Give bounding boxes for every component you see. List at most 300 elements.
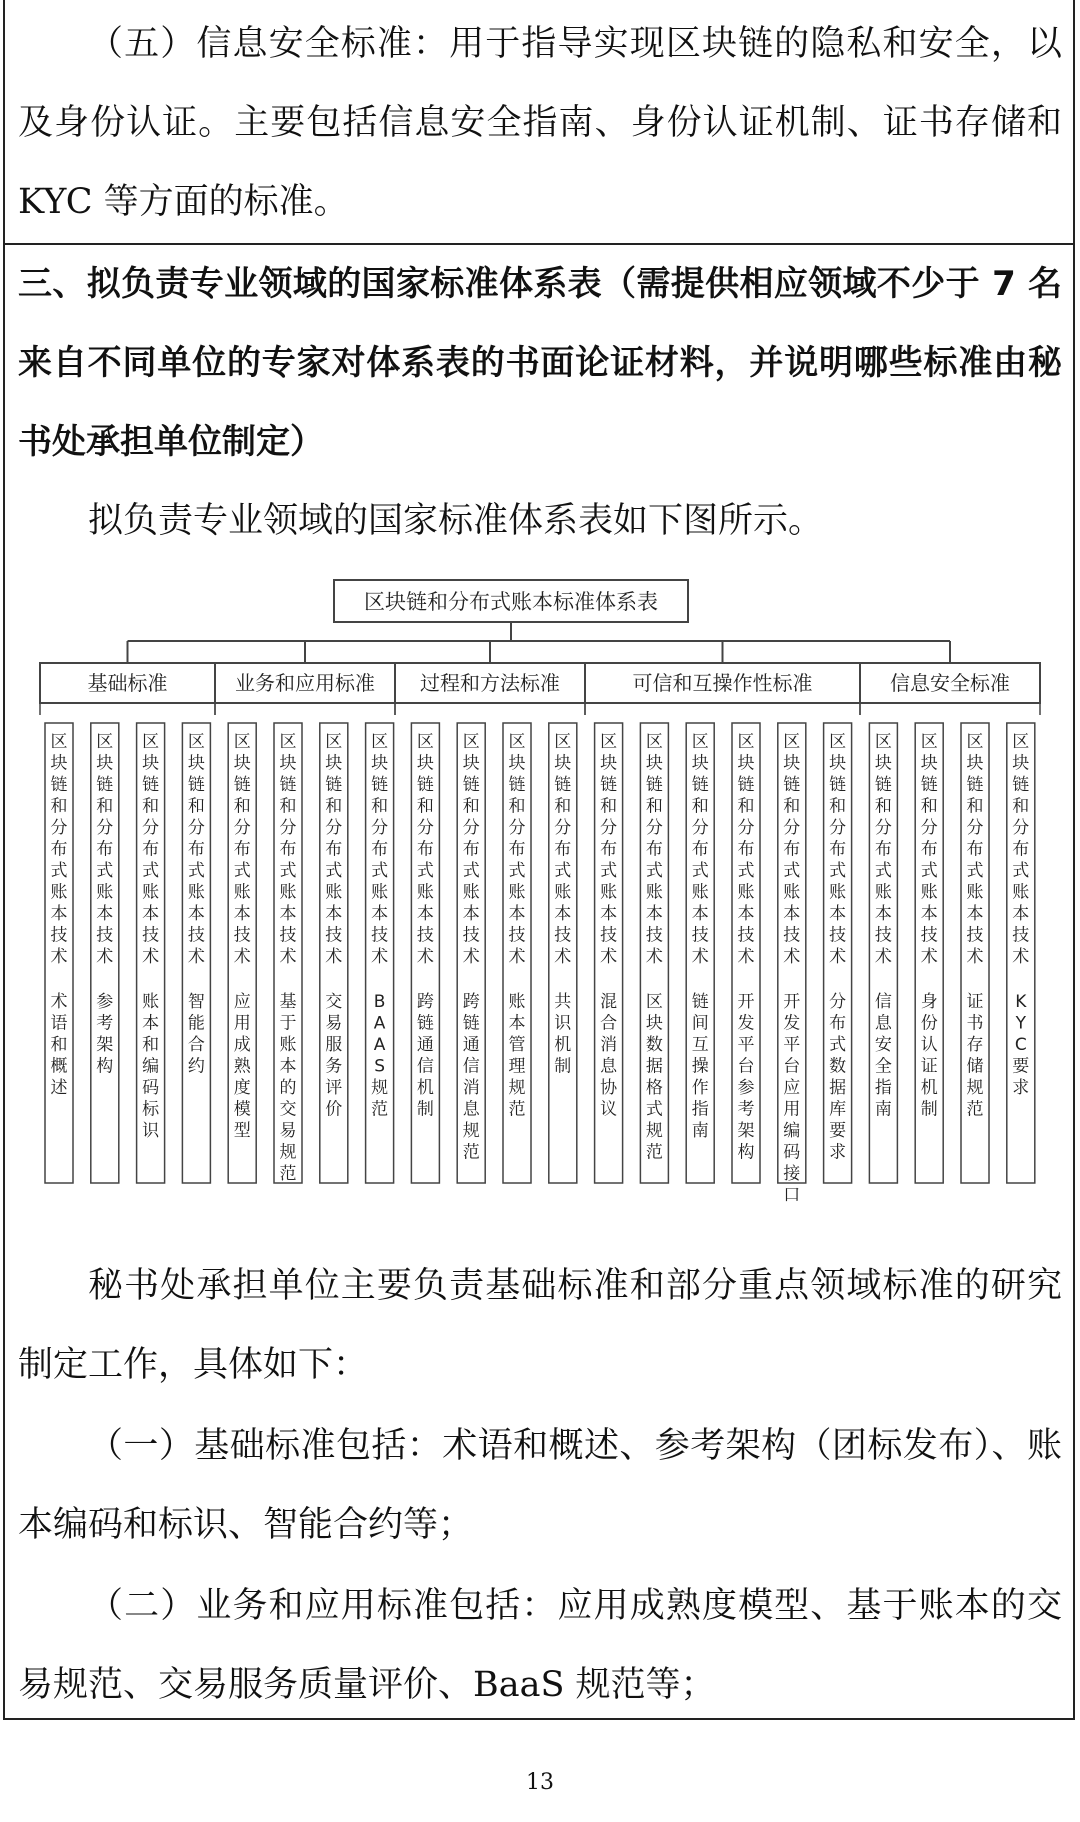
- column-char: 息: [462, 1099, 480, 1120]
- column-char: 区: [50, 732, 68, 752]
- column-char: 制: [920, 1099, 938, 1120]
- column-char: 技: [783, 925, 801, 946]
- column-char: 术: [966, 947, 984, 967]
- column-char: 术: [50, 947, 68, 967]
- column-char: 成: [233, 1035, 251, 1055]
- column-char: 南: [691, 1121, 709, 1141]
- column-char: 管: [508, 1035, 526, 1055]
- column-char: 账: [508, 992, 526, 1012]
- column-char: 技: [50, 925, 68, 946]
- column-char: 参: [96, 992, 114, 1012]
- column-char: 技: [371, 925, 389, 946]
- column-char: 求: [829, 1142, 847, 1163]
- column-char: 式: [462, 861, 480, 881]
- category-label: 业务和应用标准: [235, 671, 375, 695]
- column-char: 分: [600, 818, 618, 838]
- column-char: 式: [966, 861, 984, 881]
- column-char: 技: [462, 925, 480, 946]
- column-char: 指: [691, 1099, 709, 1120]
- column-char: 区: [783, 732, 801, 752]
- column-char: 块: [96, 753, 114, 774]
- column-char: 布: [691, 839, 709, 860]
- column-char: 链: [874, 775, 892, 795]
- column-char: 技: [279, 925, 297, 946]
- column-char: 规: [279, 1142, 297, 1163]
- column-char: 账: [50, 882, 68, 903]
- column-char: 分: [783, 818, 801, 838]
- column-char: 分: [645, 818, 663, 838]
- standards-system-diagram: [0, 575, 1080, 1215]
- column-char: 区: [645, 732, 663, 752]
- column-char: 链: [325, 775, 343, 795]
- column-char: 块: [783, 753, 801, 774]
- column-char: 术: [279, 947, 297, 967]
- column-char: S: [374, 1056, 385, 1077]
- paragraph-business-standards: （二）业务和应用标准包括：应用成熟度模型、基于账本的交易规范、交易服务质量评价、BaaS 规范等；: [18, 1586, 1062, 1705]
- column-char: 块: [462, 753, 480, 774]
- column-char: 本: [416, 904, 434, 924]
- column-char: 区: [691, 732, 709, 752]
- column-char: 区: [462, 732, 480, 752]
- column-char: 约: [187, 1056, 205, 1077]
- column-char: 链: [645, 775, 663, 795]
- column-char: 账: [187, 882, 205, 903]
- column-char: 交: [325, 992, 343, 1012]
- column-char: 分: [737, 818, 755, 838]
- column-char: 本: [142, 904, 160, 924]
- column-char: 布: [600, 839, 618, 860]
- column-char: 链: [279, 775, 297, 795]
- column-char: 度: [233, 1078, 251, 1098]
- column-char: 消: [600, 1035, 618, 1055]
- column-char: 式: [1012, 861, 1030, 881]
- column-char: 和: [1012, 796, 1030, 817]
- column-char: 范: [508, 1099, 526, 1120]
- column-char: 账: [508, 882, 526, 903]
- column-char: 式: [279, 861, 297, 881]
- column-char: 码: [142, 1078, 160, 1098]
- column-char: 链: [554, 775, 572, 795]
- column-char: 账: [416, 882, 434, 903]
- column-char: 和: [50, 796, 68, 817]
- column-char: 语: [50, 1013, 68, 1034]
- column-char: 技: [554, 925, 572, 946]
- column-char: 区: [645, 992, 663, 1012]
- column-char: 服: [325, 1035, 343, 1055]
- column-char: 术: [783, 947, 801, 967]
- column-char: 链: [416, 775, 434, 795]
- column-char: 式: [554, 861, 572, 881]
- column-char: 南: [874, 1099, 892, 1120]
- column-char: 本: [691, 904, 709, 924]
- column-char: 识: [554, 1013, 572, 1034]
- column-char: 据: [645, 1056, 663, 1077]
- column-char: 分: [50, 818, 68, 838]
- column-char: 数: [829, 1056, 847, 1077]
- column-char: 链: [920, 775, 938, 795]
- column-char: 链: [600, 775, 618, 795]
- column-char: 布: [279, 839, 297, 860]
- column-char: 区: [279, 732, 297, 752]
- column-char: 和: [645, 796, 663, 817]
- column-char: 协: [600, 1078, 618, 1098]
- column-char: 块: [737, 753, 755, 774]
- column-char: 分: [874, 818, 892, 838]
- column-char: 块: [50, 753, 68, 774]
- column-char: 务: [325, 1056, 343, 1077]
- column-char: 构: [96, 1056, 114, 1077]
- column-char: 链: [462, 1013, 480, 1034]
- column-char: 术: [50, 992, 68, 1012]
- column-char: 技: [187, 925, 205, 946]
- column-char: 用: [233, 1013, 251, 1034]
- column-char: K: [1015, 992, 1027, 1012]
- column-char: 区: [920, 732, 938, 752]
- column-char: 分: [187, 818, 205, 838]
- column-char: 块: [187, 753, 205, 774]
- column-char: 式: [920, 861, 938, 881]
- column-char: 据: [829, 1078, 847, 1098]
- column-char: 本: [508, 1013, 526, 1034]
- column-char: 和: [508, 796, 526, 817]
- column-char: 链: [187, 775, 205, 795]
- column-char: 分: [829, 818, 847, 838]
- column-char: 块: [279, 753, 297, 774]
- column-char: 布: [829, 839, 847, 860]
- column-char: 布: [325, 839, 343, 860]
- column-char: 跨: [462, 992, 480, 1012]
- column-char: 术: [600, 947, 618, 967]
- column-char: 术: [829, 947, 847, 967]
- column-char: 用: [783, 1099, 801, 1120]
- column-char: 技: [1012, 925, 1030, 946]
- column-char: 合: [600, 1013, 618, 1034]
- column-char: 息: [874, 1013, 892, 1034]
- column-char: 技: [920, 925, 938, 946]
- column-char: 本: [142, 1013, 160, 1034]
- column-char: 术: [462, 947, 480, 967]
- diagram-intro: 拟负责专业领域的国家标准体系表如下图所示。: [88, 501, 824, 541]
- column-char: 链: [829, 775, 847, 795]
- column-char: 布: [187, 839, 205, 860]
- column-char: 概: [50, 1056, 68, 1077]
- column-char: 编: [142, 1056, 160, 1077]
- column-char: 区: [508, 732, 526, 752]
- column-char: 账: [142, 992, 160, 1012]
- column-char: 和: [187, 796, 205, 817]
- column-char: 本: [874, 904, 892, 924]
- column-char: 标: [142, 1099, 160, 1120]
- column-char: 布: [96, 839, 114, 860]
- column-char: 式: [829, 861, 847, 881]
- column-char: 布: [554, 839, 572, 860]
- paragraph-secretariat: 秘书处承担单位主要负责基础标准和部分重点领域标准的研究制定工作，具体如下：: [18, 1266, 1062, 1385]
- column-char: 块: [966, 753, 984, 774]
- column-char: 指: [874, 1078, 892, 1098]
- column-char: 账: [142, 882, 160, 903]
- column-char: 跨: [416, 992, 434, 1012]
- column-char: 和: [966, 796, 984, 817]
- column-char: 本: [279, 904, 297, 924]
- column-char: 智: [187, 992, 205, 1012]
- column-char: 账: [462, 882, 480, 903]
- column-char: 架: [737, 1121, 755, 1141]
- column-char: 技: [645, 925, 663, 946]
- column-char: 区: [874, 732, 892, 752]
- column-char: 合: [187, 1035, 205, 1055]
- column-char: 应: [783, 1078, 801, 1098]
- column-char: 区: [737, 732, 755, 752]
- column-char: 机: [554, 1035, 572, 1055]
- column-char: 块: [233, 753, 251, 774]
- column-char: 技: [691, 925, 709, 946]
- column-char: 布: [142, 839, 160, 860]
- column-char: 术: [371, 947, 389, 967]
- column-char: 本: [233, 904, 251, 924]
- column-char: 区: [96, 732, 114, 752]
- column-char: 式: [829, 1035, 847, 1055]
- column-char: 块: [554, 753, 572, 774]
- column-char: 和: [279, 796, 297, 817]
- column-char: 账: [600, 882, 618, 903]
- column-char: 区: [966, 732, 984, 752]
- column-char: 分: [966, 818, 984, 838]
- column-char: 术: [325, 947, 343, 967]
- column-char: 区: [325, 732, 343, 752]
- column-char: 分: [920, 818, 938, 838]
- column-char: 消: [462, 1078, 480, 1098]
- column-char: 和: [462, 796, 480, 817]
- column-char: 式: [50, 861, 68, 881]
- column-char: 链: [737, 775, 755, 795]
- column-char: 和: [783, 796, 801, 817]
- column-char: 账: [874, 882, 892, 903]
- column-char: 范: [279, 1164, 297, 1184]
- column-char: 评: [325, 1078, 343, 1098]
- column-char: 要: [829, 1121, 847, 1141]
- column-char: 技: [737, 925, 755, 946]
- column-char: 库: [829, 1099, 847, 1120]
- column-char: 账: [966, 882, 984, 903]
- column-char: 链: [371, 775, 389, 795]
- column-char: 术: [508, 947, 526, 967]
- column-char: 和: [50, 1035, 68, 1055]
- column-char: 分: [416, 818, 434, 838]
- column-char: 术: [142, 947, 160, 967]
- column-char: 块: [600, 753, 618, 774]
- column-char: 分: [462, 818, 480, 838]
- column-char: 术: [1012, 947, 1030, 967]
- column-char: 价: [325, 1099, 343, 1120]
- column-char: 和: [416, 796, 434, 817]
- column-char: 术: [554, 947, 572, 967]
- column-char: 区: [554, 732, 572, 752]
- column-char: 链: [691, 775, 709, 795]
- column-char: 术: [874, 947, 892, 967]
- column-char: 术: [233, 947, 251, 967]
- column-char: 账: [737, 882, 755, 903]
- column-char: 术: [920, 947, 938, 967]
- column-char: 式: [645, 861, 663, 881]
- column-char: 布: [920, 839, 938, 860]
- column-char: 证: [966, 992, 984, 1012]
- column-char: 认: [920, 1035, 938, 1055]
- column-char: 平: [783, 1035, 801, 1055]
- column-char: 数: [645, 1035, 663, 1055]
- column-char: 和: [142, 796, 160, 817]
- diagram-title: 区块链和分布式账本标准体系表: [364, 590, 658, 614]
- column-char: 开: [783, 992, 801, 1012]
- column-char: 账: [279, 1035, 297, 1055]
- column-char: 账: [325, 882, 343, 903]
- column-char: 布: [371, 839, 389, 860]
- column-char: 账: [645, 882, 663, 903]
- column-char: 书: [966, 1013, 984, 1034]
- column-char: 模: [233, 1099, 251, 1120]
- column-char: 链: [691, 992, 709, 1012]
- column-char: 本: [645, 904, 663, 924]
- column-char: 编: [783, 1121, 801, 1141]
- column-char: 互: [691, 1035, 709, 1055]
- column-char: 本: [279, 1056, 297, 1077]
- column-char: 式: [96, 861, 114, 881]
- column-char: 账: [554, 882, 572, 903]
- column-char: 易: [279, 1121, 297, 1141]
- column-char: 本: [783, 904, 801, 924]
- column-char: 布: [233, 839, 251, 860]
- column-char: 账: [1012, 882, 1030, 903]
- column-char: 布: [1012, 839, 1030, 860]
- column-char: 链: [966, 775, 984, 795]
- column-char: 型: [233, 1121, 251, 1141]
- column-char: 规: [508, 1078, 526, 1098]
- column-char: 技: [874, 925, 892, 946]
- column-char: 块: [645, 1013, 663, 1034]
- column-char: 和: [371, 796, 389, 817]
- column-char: 和: [142, 1035, 160, 1055]
- column-char: 接: [783, 1164, 801, 1184]
- column-char: 块: [645, 753, 663, 774]
- column-char: 和: [554, 796, 572, 817]
- column-char: 份: [920, 1013, 938, 1034]
- column-char: 式: [691, 861, 709, 881]
- category-label: 可信和互操作性标准: [632, 671, 813, 695]
- column-char: 本: [966, 904, 984, 924]
- column-char: 布: [737, 839, 755, 860]
- column-char: 和: [600, 796, 618, 817]
- column-char: 块: [416, 753, 434, 774]
- column-char: 规: [645, 1121, 663, 1141]
- paragraph-basic-standards: （一）基础标准包括：术语和概述、参考架构（团标发布）、账本编码和标识、智能合约等；: [18, 1426, 1062, 1545]
- column-char: 链: [416, 1013, 434, 1034]
- column-char: 技: [829, 925, 847, 946]
- column-char: 技: [142, 925, 160, 946]
- column-char: 范: [966, 1099, 984, 1120]
- column-char: 要: [1012, 1056, 1030, 1077]
- column-char: 存: [966, 1035, 984, 1055]
- column-char: 链: [1012, 775, 1030, 795]
- column-char: 证: [920, 1056, 938, 1077]
- column-char: 式: [645, 1099, 663, 1120]
- column-char: 术: [645, 947, 663, 967]
- category-label: 基础标准: [87, 671, 168, 695]
- column-char: 考: [737, 1099, 755, 1120]
- column-char: 账: [96, 882, 114, 903]
- column-char: 信: [462, 1056, 480, 1077]
- column-char: 识: [142, 1121, 160, 1141]
- column-char: B: [373, 992, 386, 1012]
- column-char: 块: [920, 753, 938, 774]
- column-char: 熟: [233, 1056, 251, 1077]
- column-char: 分: [554, 818, 572, 838]
- column-char: 开: [737, 992, 755, 1012]
- column-char: 式: [233, 861, 251, 881]
- column-char: 技: [416, 925, 434, 946]
- column-char: 范: [645, 1142, 663, 1163]
- column-char: 式: [737, 861, 755, 881]
- column-char: 链: [50, 775, 68, 795]
- column-char: 块: [142, 753, 160, 774]
- column-char: 发: [783, 1013, 801, 1034]
- column-char: 布: [508, 839, 526, 860]
- column-char: 本: [462, 904, 480, 924]
- column-char: 范: [462, 1142, 480, 1163]
- column-char: 布: [966, 839, 984, 860]
- column-char: 术: [187, 947, 205, 967]
- column-char: 通: [416, 1035, 434, 1055]
- column-char: 本: [554, 904, 572, 924]
- column-char: 分: [508, 818, 526, 838]
- column-char: 构: [737, 1142, 755, 1163]
- column-char: 分: [279, 818, 297, 838]
- column-char: 和: [233, 796, 251, 817]
- column-char: 和: [874, 796, 892, 817]
- column-char: 式: [600, 861, 618, 881]
- column-char: 储: [966, 1056, 984, 1077]
- column-char: 账: [279, 882, 297, 903]
- column-char: 块: [1012, 753, 1030, 774]
- column-char: 式: [142, 861, 160, 881]
- column-char: 身: [920, 992, 938, 1012]
- column-char: 和: [829, 796, 847, 817]
- column-char: 口: [783, 1185, 801, 1206]
- category-label: 信息安全标准: [890, 671, 1010, 695]
- column-char: 理: [508, 1056, 526, 1077]
- column-char: 区: [142, 732, 160, 752]
- column-char: 本: [737, 904, 755, 924]
- column-char: 台: [737, 1056, 755, 1077]
- column-char: 述: [50, 1078, 68, 1098]
- column-char: 的: [279, 1078, 297, 1098]
- column-char: 和: [920, 796, 938, 817]
- column-char: 分: [1012, 818, 1030, 838]
- column-char: 全: [874, 1056, 892, 1077]
- column-char: 术: [416, 947, 434, 967]
- column-char: 术: [96, 947, 114, 967]
- column-char: 布: [645, 839, 663, 860]
- column-char: 求: [1012, 1078, 1030, 1098]
- column-char: 布: [416, 839, 434, 860]
- column-char: 间: [691, 1013, 709, 1034]
- column-char: 链: [508, 775, 526, 795]
- column-char: 本: [508, 904, 526, 924]
- column-char: 混: [600, 992, 618, 1012]
- column-char: 式: [508, 861, 526, 881]
- column-char: 议: [600, 1099, 618, 1120]
- column-char: 布: [783, 839, 801, 860]
- column-char: 码: [783, 1142, 801, 1163]
- column-char: 于: [279, 1013, 297, 1034]
